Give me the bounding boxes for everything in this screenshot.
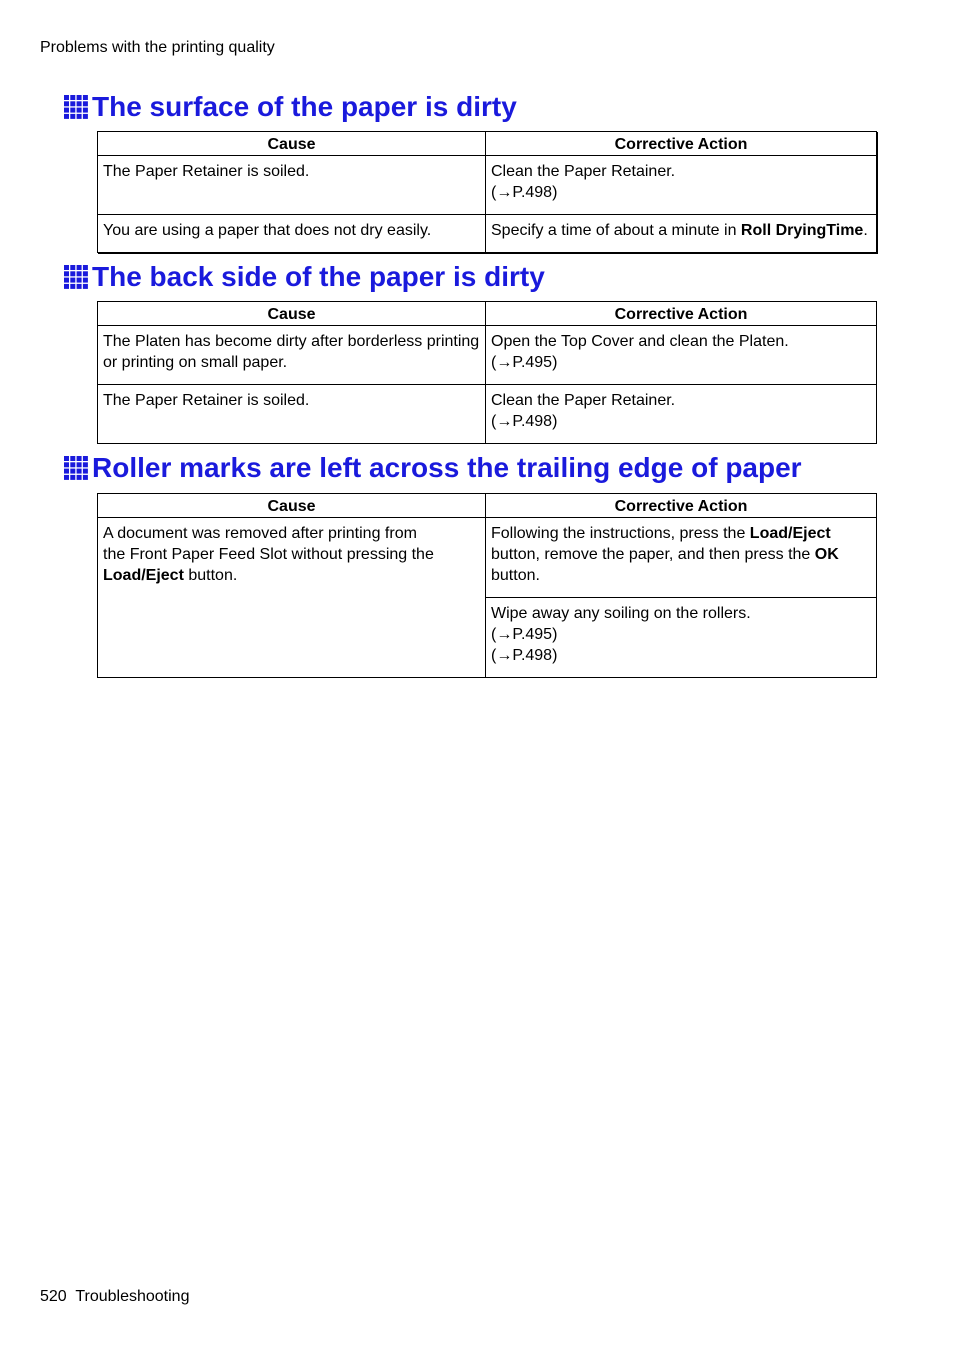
footer-section: Troubleshooting <box>75 1288 190 1305</box>
table-row <box>98 215 877 253</box>
button-name: Load/Eject <box>749 525 831 542</box>
header-corrective-action: Corrective Action <box>486 302 877 326</box>
action-cell <box>486 215 877 253</box>
action-text: Following the instructions, press the <box>491 525 750 542</box>
table-surface-dirty <box>97 131 877 253</box>
page-reference-link[interactable]: (→P.498) <box>491 413 558 430</box>
action-cell <box>486 326 877 385</box>
page-reference-link[interactable]: (→P.498) <box>491 647 558 664</box>
action-cell <box>486 385 877 444</box>
action-text: button. <box>491 567 540 584</box>
action-text-end: . <box>863 222 868 239</box>
action-text: Open the Top Cover and clean the Platen. <box>491 333 789 350</box>
cause-text: The Paper Retainer is soiled. <box>103 392 310 409</box>
page-reference-link[interactable]: (→P.498) <box>491 184 558 201</box>
grid-icon <box>64 456 88 480</box>
cause-cell <box>98 518 486 678</box>
action-cell <box>486 518 877 598</box>
table-row <box>98 518 877 598</box>
table-back-side-dirty <box>97 301 877 444</box>
cause-text-end: button. <box>183 567 238 584</box>
table-row <box>98 156 877 215</box>
cause-text: The Platen has become dirty after borderless printing <box>103 333 480 350</box>
cause-cell <box>98 215 486 253</box>
table-header-row <box>98 132 877 156</box>
page-number: 520 <box>40 1288 67 1305</box>
section-heading-surface-dirty <box>64 89 517 125</box>
action-text: Wipe away any soiling on the rollers. <box>491 605 751 622</box>
header-cause: Cause <box>98 302 486 326</box>
section-heading-roller-marks <box>64 450 802 486</box>
cause-cell <box>98 385 486 444</box>
cause-text: the Front Paper Feed Slot without pressing the <box>103 546 434 563</box>
action-cell <box>486 156 877 215</box>
action-text: Clean the Paper Retainer. <box>491 392 676 409</box>
header-corrective-action: Corrective Action <box>486 494 877 518</box>
action-text: Clean the Paper Retainer. <box>491 163 676 180</box>
setting-name: Roll DryingTime <box>740 222 864 239</box>
action-text: Specify a time of about a minute in <box>491 222 741 239</box>
button-name: Load/Eject <box>103 567 184 584</box>
section-title: Roller marks are left across the trailing edge of paper <box>92 452 802 483</box>
page-reference-link[interactable]: (→P.495) <box>491 354 558 371</box>
grid-icon <box>64 95 88 119</box>
header-cause: Cause <box>98 494 486 518</box>
button-name: OK <box>814 546 839 563</box>
cause-text: The Paper Retainer is soiled. <box>103 163 310 180</box>
grid-icon <box>64 265 88 289</box>
table-header-row <box>98 494 877 518</box>
running-header: Problems with the printing quality <box>40 39 275 56</box>
section-title: The back side of the paper is dirty <box>92 261 545 292</box>
page-reference-link[interactable]: (→P.495) <box>491 626 558 643</box>
cause-text: or printing on small paper. <box>103 354 288 371</box>
action-cell <box>486 598 877 678</box>
cause-text: A document was removed after printing from <box>103 525 417 542</box>
page-footer <box>40 1287 189 1307</box>
header-cause: Cause <box>98 132 486 156</box>
section-heading-back-side-dirty <box>64 259 545 295</box>
section-title: The surface of the paper is dirty <box>92 91 517 122</box>
header-corrective-action: Corrective Action <box>486 132 877 156</box>
cause-cell <box>98 326 486 385</box>
table-roller-marks <box>97 493 877 678</box>
cause-cell <box>98 156 486 215</box>
table-row <box>98 385 877 444</box>
table-header-row <box>98 302 877 326</box>
action-text: button, remove the paper, and then press the <box>491 546 815 563</box>
table-row <box>98 326 877 385</box>
cause-text: You are using a paper that does not dry easily. <box>103 222 432 239</box>
